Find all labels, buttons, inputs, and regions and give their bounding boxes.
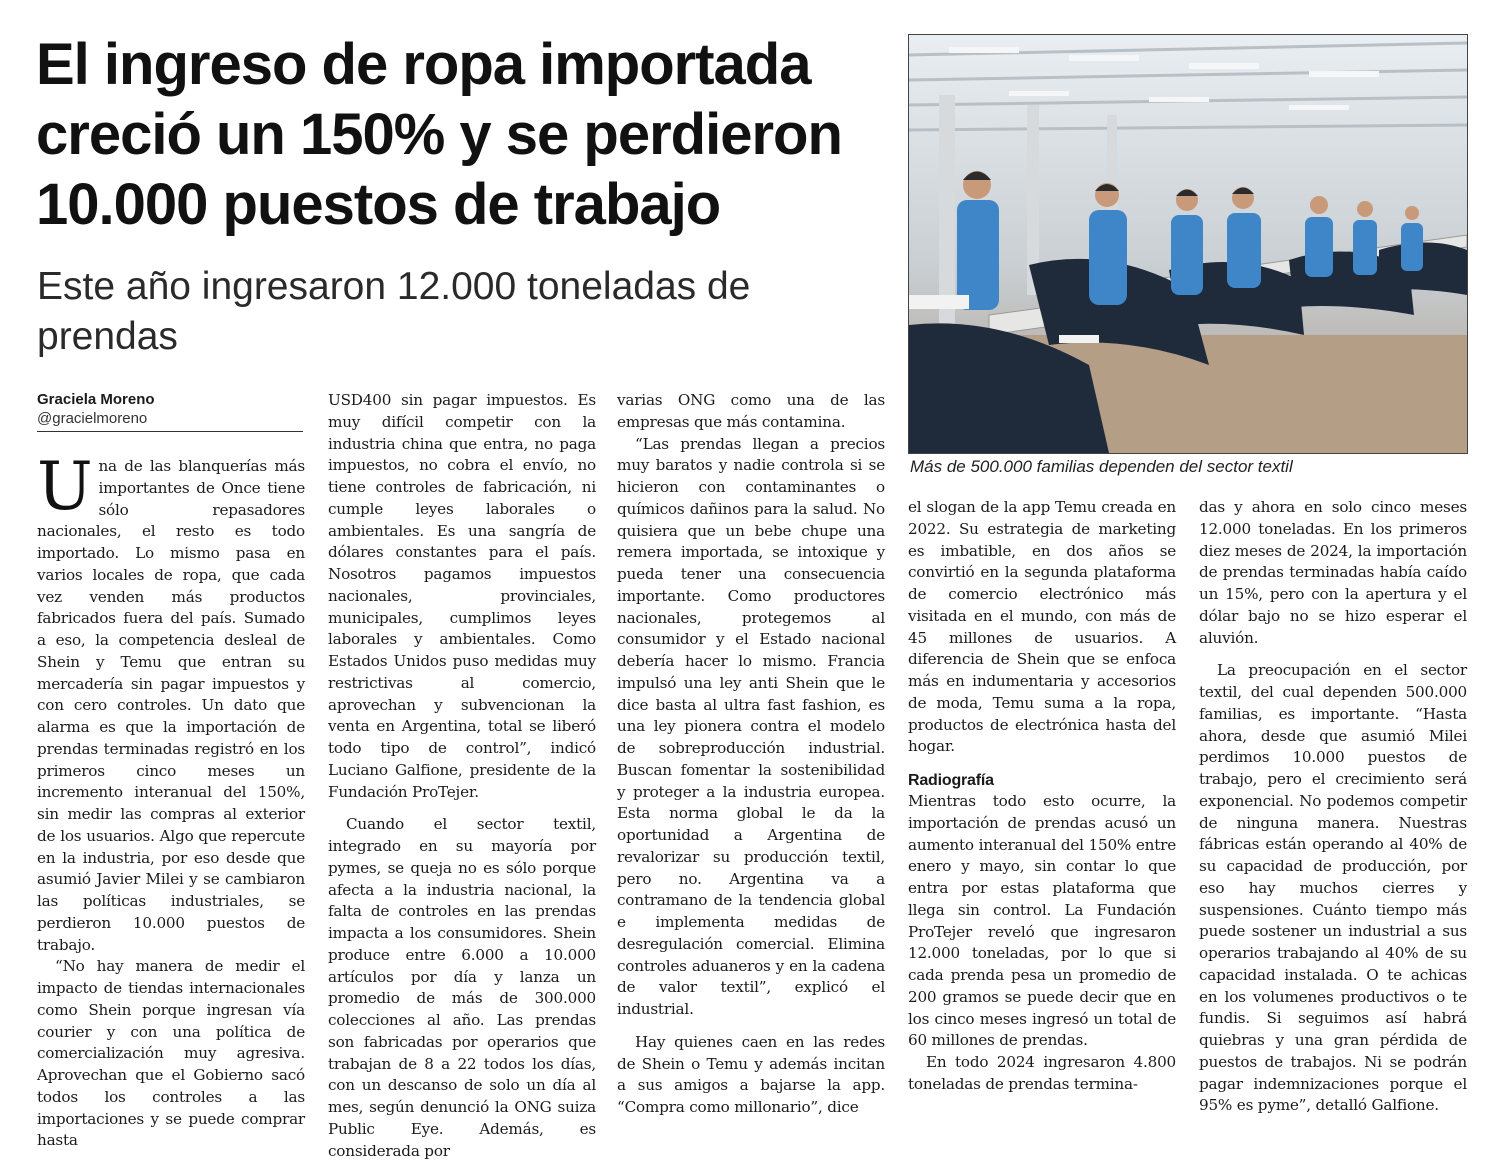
paragraph: “No hay manera de medir el impacto de tiendas internacionales como Shein porque ingresan vía courier y con una política de comercialización muy agresiva. Aprovechan que el Gobierno sacó todos los controles a las importaciones y se puede comprar hasta xyxy=(37,957,305,1150)
section-heading: Radiografía xyxy=(908,772,994,789)
paragraph: el slogan de la app Temu creada en 2022. Su estrategia de marketing es imbatible, en dos años se convirtió en la segunda plataforma de comercio electrónico más visitada en el mundo, con más de 45 millones de usuarios. A diferencia de Shein que se enfoca más en indumentaria y accesorios de moda, Temu suma a la ropa, productos de electrónica hasta del hogar. xyxy=(908,498,1176,756)
paragraph: En todo 2024 ingresaron 4.800 toneladas de prendas termina- xyxy=(908,1053,1176,1093)
author-name: Graciela Moreno xyxy=(37,391,155,408)
paragraph: La preocupación en el sector textil, del cual dependen 500.000 familias, es importante. “Hasta ahora, desde que asumió Milei perdimos 10.000 puestos de trabajo, pero el crecimiento será exponencial. No podemos competir de ninguna manera. Nuestras fábricas están operando al 40% de su capacidad de producción, por eso hay muchos cierres y suspensiones. Cuánto tiempo más puede sostener un industrial a sus operarios trabajando al 40% de su capacidad instalada. O te achicas en los volumenes productivos o te fundis. Si seguimos así habrá quiebras y una gran pérdida de puestos de trabajos. Ni se podrán pagar indemnizaciones porque el 95% es pyme”, detalló Galfione. xyxy=(1199,661,1467,1115)
article-column-1 xyxy=(37,448,305,1152)
subheadline: Este año ingresaron 12.000 toneladas de prendas xyxy=(37,265,751,358)
article-column-5 xyxy=(1199,497,1467,1117)
paragraph: na de las blanquerías más importantes de Once tiene sólo repasadores nacionales, el resto es todo importado. Lo mismo pasa en varios locales de ropa, que cada vez venden más productos fabricados fuera del país. Sumado a eso, la competencia desleal de Shein y Temu que entran su mercadería sin pagar impuestos y con cero controles. Un dato que alarma es que la importación de prendas terminadas registró en los primeros cinco meses un incremento interanual del 150%, sin medir las compras al exterior de los usuarios. Algo que repercute en la industria, por eso desde que asumió Javier Milei y se cambiaron las políticas industriales, se perdieron 10.000 puestos de trabajo. xyxy=(37,457,305,954)
article-column-4 xyxy=(908,497,1176,1096)
paragraph: Cuando el sector textil, integrado en su mayoría por pymes, se queja no es sólo porque afecta a la industria nacional, la falta de controles en las prendas impacta a los consumidores. Shein produce entre 6.000 a 10.000 artículos por día y lanza un promedio de más de 300.000 colecciones al año. Las prendas son fabricadas por operarios que trabajan de 8 a 22 todos los días, con un descanso de solo un día al mes, según denunció la ONG suiza Public Eye. Además, es considerada por xyxy=(328,815,596,1160)
textile-factory-photo xyxy=(908,34,1468,454)
paragraph: varias ONG como una de las empresas que más contamina. xyxy=(617,391,885,431)
paragraph: “Las prendas llegan a precios muy baratos y nadie controla si se hicieron con contaminantes o químicos dañinos para la salud. No quisiera que un bebe chupe una remera importada, se intoxique y pueda tener una consecuencia importante. Como productores nacionales, protegemos al consumidor y el Estado nacional debería hacer lo mismo. Francia impulsó una ley anti Shein que le dice basta al ultra fast fashion, es una ley pionera contra el modelo de sobreproducción industrial. Buscan fomentar la sostenibilidad y proteger a la industria europea. Esta norma global le da la oportunidad a Argentina de revalorizar su producción textil, pero no. Argentina va a contramano de la tendencia global e implementa medidas de desregulación comercial. Elimina controles aduaneros y en la cadena de valor textil”, explicó el industrial. xyxy=(617,434,885,1018)
paragraph: das y ahora en solo cinco meses 12.000 toneladas. En los primeros diez meses de 2024, la importación de prendas terminadas había caído un 15%, pero con la apertura y el dólar bajo no se hizo esperar el aluvión. xyxy=(1199,498,1467,647)
article-column-2 xyxy=(328,390,596,1162)
dropcap: U xyxy=(37,448,93,525)
photo-caption: Más de 500.000 familias dependen del sector textil xyxy=(910,457,1293,476)
headline: El ingreso de ropa importada creció un 150% y se perdieron 10.000 puestos de trabajo xyxy=(36,32,842,237)
author-handle: @gracielmoreno xyxy=(37,410,148,427)
byline xyxy=(37,390,303,432)
paragraph: Hay quienes caen en las redes de Shein o Temu y además incitan a sus amigos a bajarse la app. “Compra como millonario”, dice xyxy=(617,1032,885,1116)
paragraph: USD400 sin pagar impuestos. Es muy difícil competir con la industria china que entra, no paga impuestos, no cobra el envío, no tiene controles de fabricación, ni cumple leyes laborales o ambientales. Es una sangría de dólares constantes para el país. Nosotros pagamos impuestos nacionales, provinciales, municipales, cumplimos leyes laborales y ambientales. Como Estados Unidos puso medidas muy restrictivas al comercio, aprovechan y subvencionan la venta en Argentina, total se liberó todo tipo de control”, indicó Luciano Galfione, presidente de la Fundación ProTejer. xyxy=(328,391,596,801)
paragraph: Mientras todo esto ocurre, la importación de prendas acusó un aumento interanual del 150% entre enero y mayo, sin contar lo que entra por estas plataforma que llega sin control. La Fundación ProTejer reveló que ingresaron 12.000 toneladas, por lo que si cada prenda pesa un promedio de 200 gramos se puede decir que en los cinco meses ingresó un total de 60 millones de prendas. xyxy=(908,792,1176,1050)
article-column-3 xyxy=(617,390,885,1119)
